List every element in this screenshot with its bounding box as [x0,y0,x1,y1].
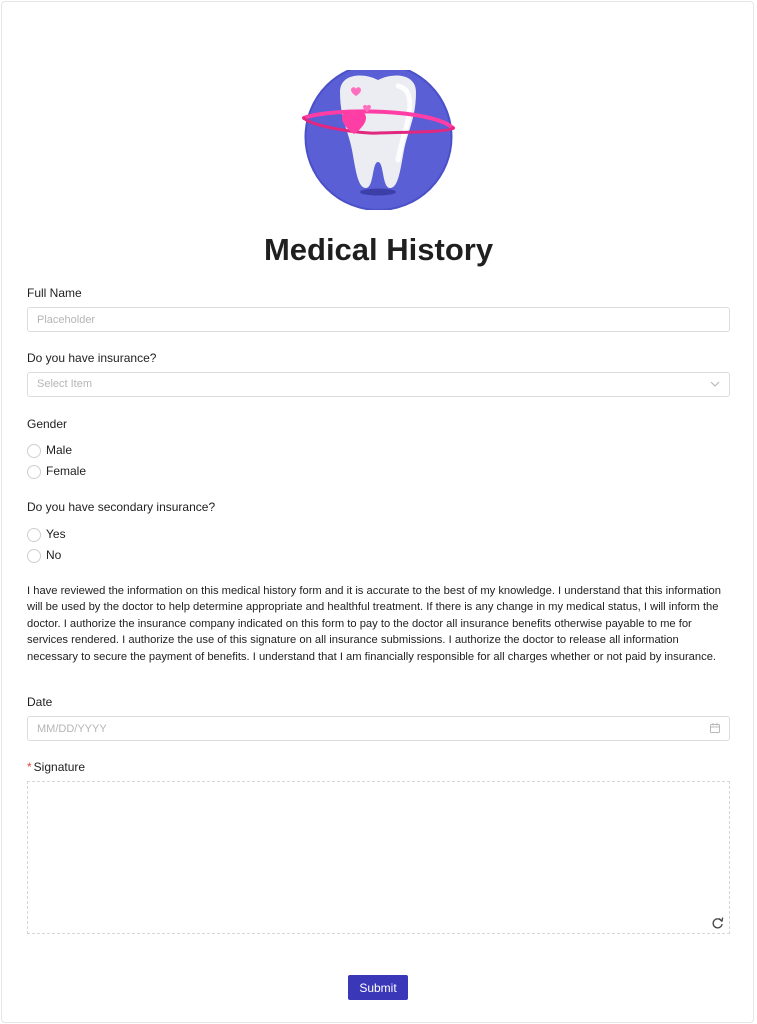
calendar-icon[interactable] [709,722,721,734]
tooth-heart-icon [300,70,457,210]
consent-text: I have reviewed the information on this medical history form and it is accurate to the best of my knowledge. I understand that this information will be used by the doctor to help determine appropriate and healthful treatment. If there is any change in my medical status, I will inform the doctor. I authorize the insurance company indicated on this form to pay to the doctor all insurance benefits otherwise payable to me for services rendered. I authorize the use of this signature on all insurance submissions. I authorize the doctor to release all information necessary to secure the payment of benefits. I understand that I am financially responsible for all charges whether or not paid by insurance. [27,585,721,663]
insurance-select-placeholder: Select Item [37,378,93,390]
signature-label-text: Signature [33,760,86,774]
form-title: Medical History [263,232,494,267]
required-marker: * [27,760,32,774]
radio-label: Female [46,464,87,478]
radio-label: Yes [46,527,66,541]
signature-label [27,760,85,774]
radio-label: No [46,548,62,562]
radio-label: Male [46,443,73,457]
radio-button[interactable] [27,465,41,479]
radio-button[interactable] [27,549,41,563]
date-input[interactable] [28,717,677,740]
secondary-insurance-label: Do you have secondary insurance? [27,500,216,514]
date-label: Date [27,695,53,709]
chevron-down-icon [709,378,721,390]
radio-button[interactable] [27,528,41,542]
signature-pad[interactable] [27,781,730,934]
full-name-label: Full Name [27,286,82,300]
insurance-select[interactable] [27,372,730,397]
radio-button[interactable] [27,444,41,458]
insurance-label: Do you have insurance? [27,351,157,365]
submit-button[interactable]: Submit [348,975,408,1000]
gender-label: Gender [27,417,68,431]
full-name-input[interactable] [28,308,677,331]
date-field-box [27,716,730,741]
refresh-icon[interactable] [711,917,724,930]
full-name-field-box [27,307,730,332]
